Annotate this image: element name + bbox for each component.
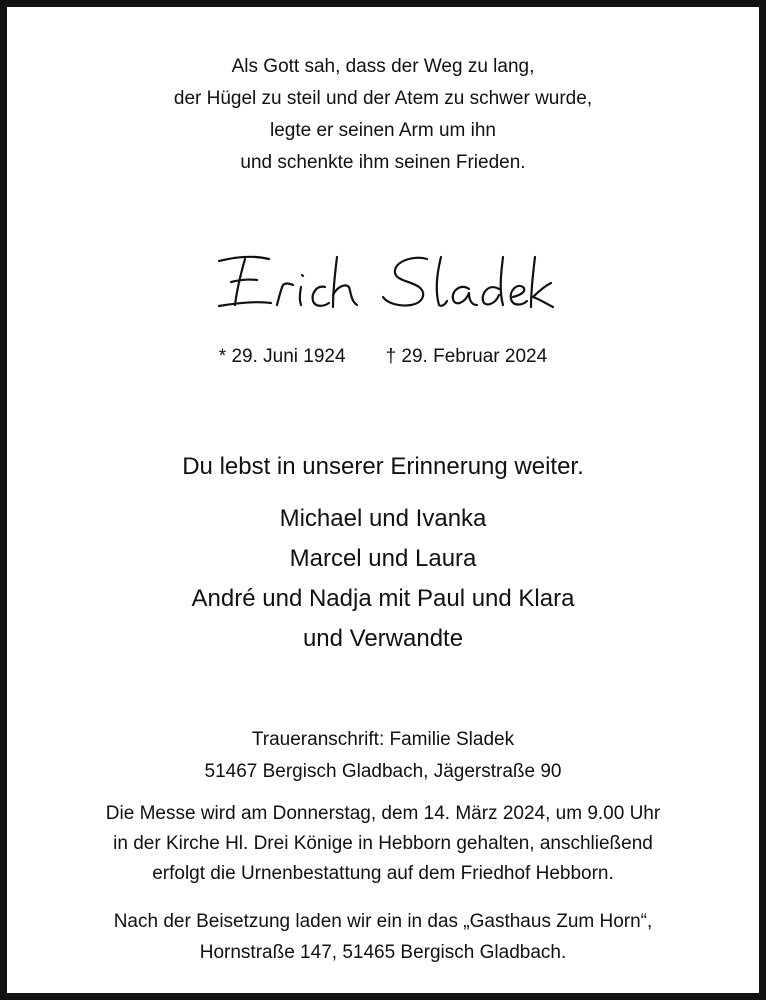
reception-invitation xyxy=(7,906,759,968)
poem xyxy=(7,51,759,179)
poem-line: der Hügel zu steil und der Atem zu schwer wurde, xyxy=(173,88,593,109)
poem-line: Als Gott sah, dass der Weg zu lang, xyxy=(231,56,535,77)
mourners-list xyxy=(7,499,759,659)
mass-line: Die Messe wird am Donnerstag, dem 14. März 2024, um 9.00 Uhr xyxy=(105,803,661,824)
memorial-motto xyxy=(7,450,759,484)
funeral-mass-info xyxy=(7,799,759,889)
mourner-entry: André und Nadja mit Paul und Klara xyxy=(191,585,575,612)
handwritten-name xyxy=(205,239,565,319)
motto-text: Du lebst in unserer Erinnerung weiter. xyxy=(182,453,584,480)
address-line: Traueranschrift: Familie Sladek xyxy=(251,729,515,750)
name-signature xyxy=(205,239,565,319)
invitation-line: Hornstraße 147, 51465 Bergisch Gladbach. xyxy=(199,942,567,963)
address-line: 51467 Bergisch Gladbach, Jägerstraße 90 xyxy=(204,761,562,782)
mourner-entry: Marcel und Laura xyxy=(289,545,477,572)
mourner-entry: und Verwandte xyxy=(302,625,464,652)
mourning-address xyxy=(7,724,759,788)
death-date: † 29. Februar 2024 xyxy=(385,346,548,367)
mass-line: in der Kirche Hl. Drei Könige in Hebborn gehalten, anschließend xyxy=(113,833,653,854)
life-dates xyxy=(7,343,759,371)
mourner-entry: Michael und Ivanka xyxy=(279,505,487,532)
birth-date: * 29. Juni 1924 xyxy=(218,346,346,367)
poem-line: legte er seinen Arm um ihn xyxy=(269,120,496,141)
poem-line: und schenkte ihm seinen Frieden. xyxy=(240,152,526,173)
invitation-line: Nach der Beisetzung laden wir ein in das „Gasthaus Zum Horn“, xyxy=(113,911,653,932)
mass-line: erfolgt die Urnenbestattung auf dem Friedhof Hebborn. xyxy=(152,863,614,884)
